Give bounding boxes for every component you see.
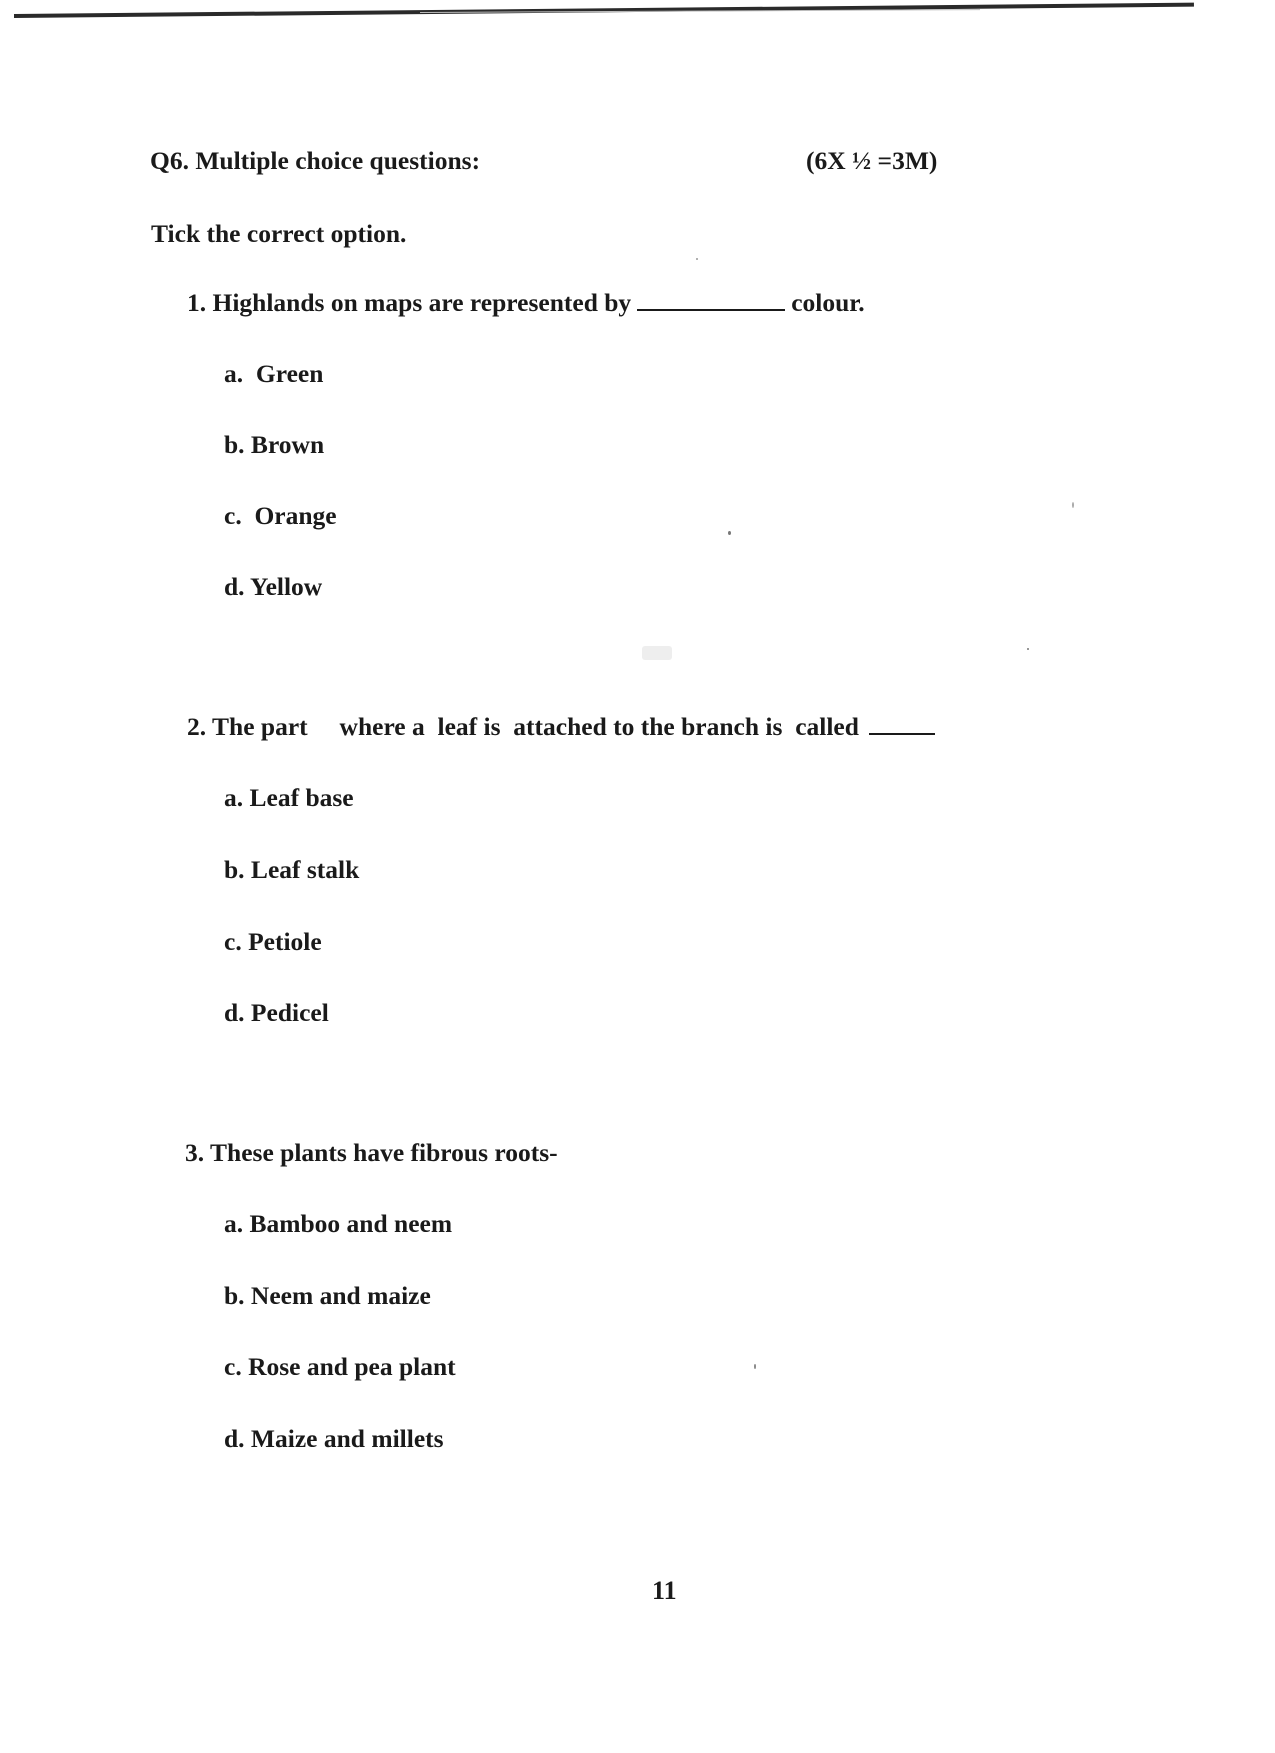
question-2-option-b: b. Leaf stalk [224, 855, 360, 884]
question-1-option-a: a. Green [224, 359, 324, 388]
question-2-stem: 2. The part where a leaf is attached to the branch is called [187, 712, 859, 741]
scan-speck [728, 531, 731, 535]
scan-speck [1027, 648, 1029, 650]
question-1-stem: 1. Highlands on maps are represented by [187, 288, 632, 317]
question-3-option-d: d. Maize and millets [224, 1424, 444, 1453]
instruction-text: Tick the correct option. [151, 219, 407, 248]
question-1-option-b: b. Brown [224, 430, 325, 459]
scan-smudge [642, 646, 672, 660]
question-1-option-c: c. Orange [224, 501, 337, 530]
section-heading: Q6. Multiple choice questions: [150, 146, 481, 175]
question-1 [187, 290, 865, 316]
question-3-stem: 3. These plants have fibrous roots- [185, 1138, 558, 1167]
question-3-option-b: b. Neem and maize [224, 1281, 431, 1310]
page-number: 11 [652, 1576, 677, 1605]
question-2-option-d: d. Pedicel [224, 998, 329, 1027]
marks-allocation: (6X ½ =3M) [806, 146, 938, 175]
question-1-option-d: d. Yellow [224, 572, 323, 601]
answer-blank [637, 308, 785, 311]
scan-speck [754, 1364, 756, 1369]
scan-speck [696, 258, 698, 260]
question-1-stem-end: colour. [791, 288, 865, 317]
scan-speck [1072, 502, 1074, 508]
question-3-option-a: a. Bamboo and neem [224, 1209, 453, 1238]
question-2 [187, 714, 941, 740]
question-2-option-c: c. Petiole [224, 927, 322, 956]
answer-blank [869, 732, 935, 735]
question-2-option-a: a. Leaf base [224, 783, 354, 812]
question-3-option-c: c. Rose and pea plant [224, 1352, 456, 1381]
